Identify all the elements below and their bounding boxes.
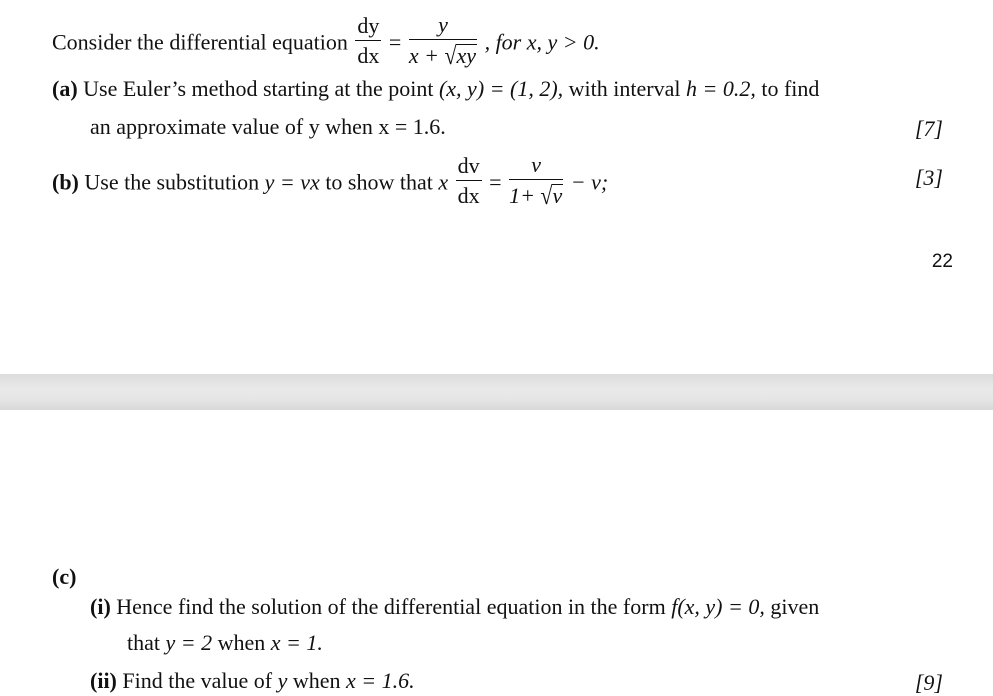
- part-c-i-line1: [90, 596, 819, 618]
- part-c-ii-when: when: [292, 668, 341, 693]
- part-c-i-text-pre: Hence find the solution of the differential equation in the form: [116, 594, 666, 619]
- dy-dx-fraction: [355, 12, 381, 68]
- sqrt-xy: xy: [456, 43, 477, 68]
- sqrt-icon: √: [444, 41, 457, 70]
- v-fraction: [509, 152, 563, 210]
- part-c-ii-cond: x = 1.6.: [346, 668, 415, 693]
- part-a-point: (x, y) = (1, 2),: [438, 76, 564, 101]
- part-b-label: (b): [52, 169, 79, 195]
- page-gap: [0, 374, 993, 410]
- part-b-line: [52, 152, 609, 211]
- part-c-ii-var: y: [277, 668, 288, 693]
- part-c-ii-text-pre: Find the value of: [122, 668, 273, 693]
- part-c-ii-line: [90, 670, 415, 692]
- part-c-label: (c): [52, 564, 77, 589]
- part-a-label: (a): [52, 76, 78, 101]
- part-b-sub: y = vx: [264, 169, 320, 195]
- intro-text: Consider the differential equation: [52, 29, 348, 55]
- sqrt-icon-b: √: [540, 181, 553, 210]
- part-b-text-mid: to show that: [325, 169, 433, 195]
- part-b-tail: − v;: [570, 169, 609, 195]
- part-b-x: x: [438, 169, 449, 195]
- part-a-step: h = 0.2,: [685, 76, 756, 101]
- part-a-marks: [7]: [914, 116, 943, 141]
- part-c-i-cond2: x = 1.: [270, 630, 323, 655]
- part-a-text-mid: with interval: [568, 76, 681, 101]
- part-c-i-form: f(x, y) = 0,: [671, 594, 765, 619]
- page-bottom: [0, 410, 993, 694]
- part-c-i-when: when: [217, 630, 266, 655]
- sqrt-v: v: [552, 183, 563, 208]
- v-denominator: [509, 180, 563, 210]
- part-b-marks: [3]: [914, 165, 943, 190]
- part-a-text-post: to find: [761, 76, 820, 101]
- part-b-text-pre: Use the substitution: [84, 169, 260, 195]
- part-c-marks: [9]: [914, 670, 943, 695]
- part-c-i-that: that: [127, 630, 160, 655]
- part-c-i-line2: [127, 632, 323, 654]
- part-a-line2: an approximate value of y when x = 1.6.: [90, 114, 446, 139]
- part-c-ii-label: (ii): [90, 668, 117, 693]
- dv-dx-fraction: [456, 152, 482, 208]
- part-c-i-label: (i): [90, 594, 111, 619]
- v-numerator: v: [509, 154, 563, 180]
- equals-sign: =: [388, 29, 402, 55]
- part-a-line1: [52, 78, 819, 100]
- rhs-denominator: [408, 40, 477, 70]
- dx-denominator: dx: [357, 42, 380, 68]
- equals-sign-b: =: [489, 169, 502, 195]
- rhs-fraction: [408, 12, 477, 70]
- part-c-i-cond1: y = 2: [165, 630, 213, 655]
- part-c-i-text-post: given: [770, 594, 820, 619]
- intro-line: [52, 12, 600, 71]
- dv-numerator: dv: [456, 155, 482, 181]
- rhs-numerator: y: [409, 14, 477, 40]
- dy-numerator: dy: [355, 15, 381, 41]
- intro-condition: , for x, y > 0.: [484, 29, 600, 55]
- x-plus: x +: [408, 43, 445, 68]
- part-a-text-pre: Use Euler’s method starting at the point: [83, 76, 434, 101]
- page-number: 22: [931, 251, 953, 272]
- one-plus: 1+: [509, 183, 541, 208]
- dx-denominator-b: dx: [457, 182, 480, 208]
